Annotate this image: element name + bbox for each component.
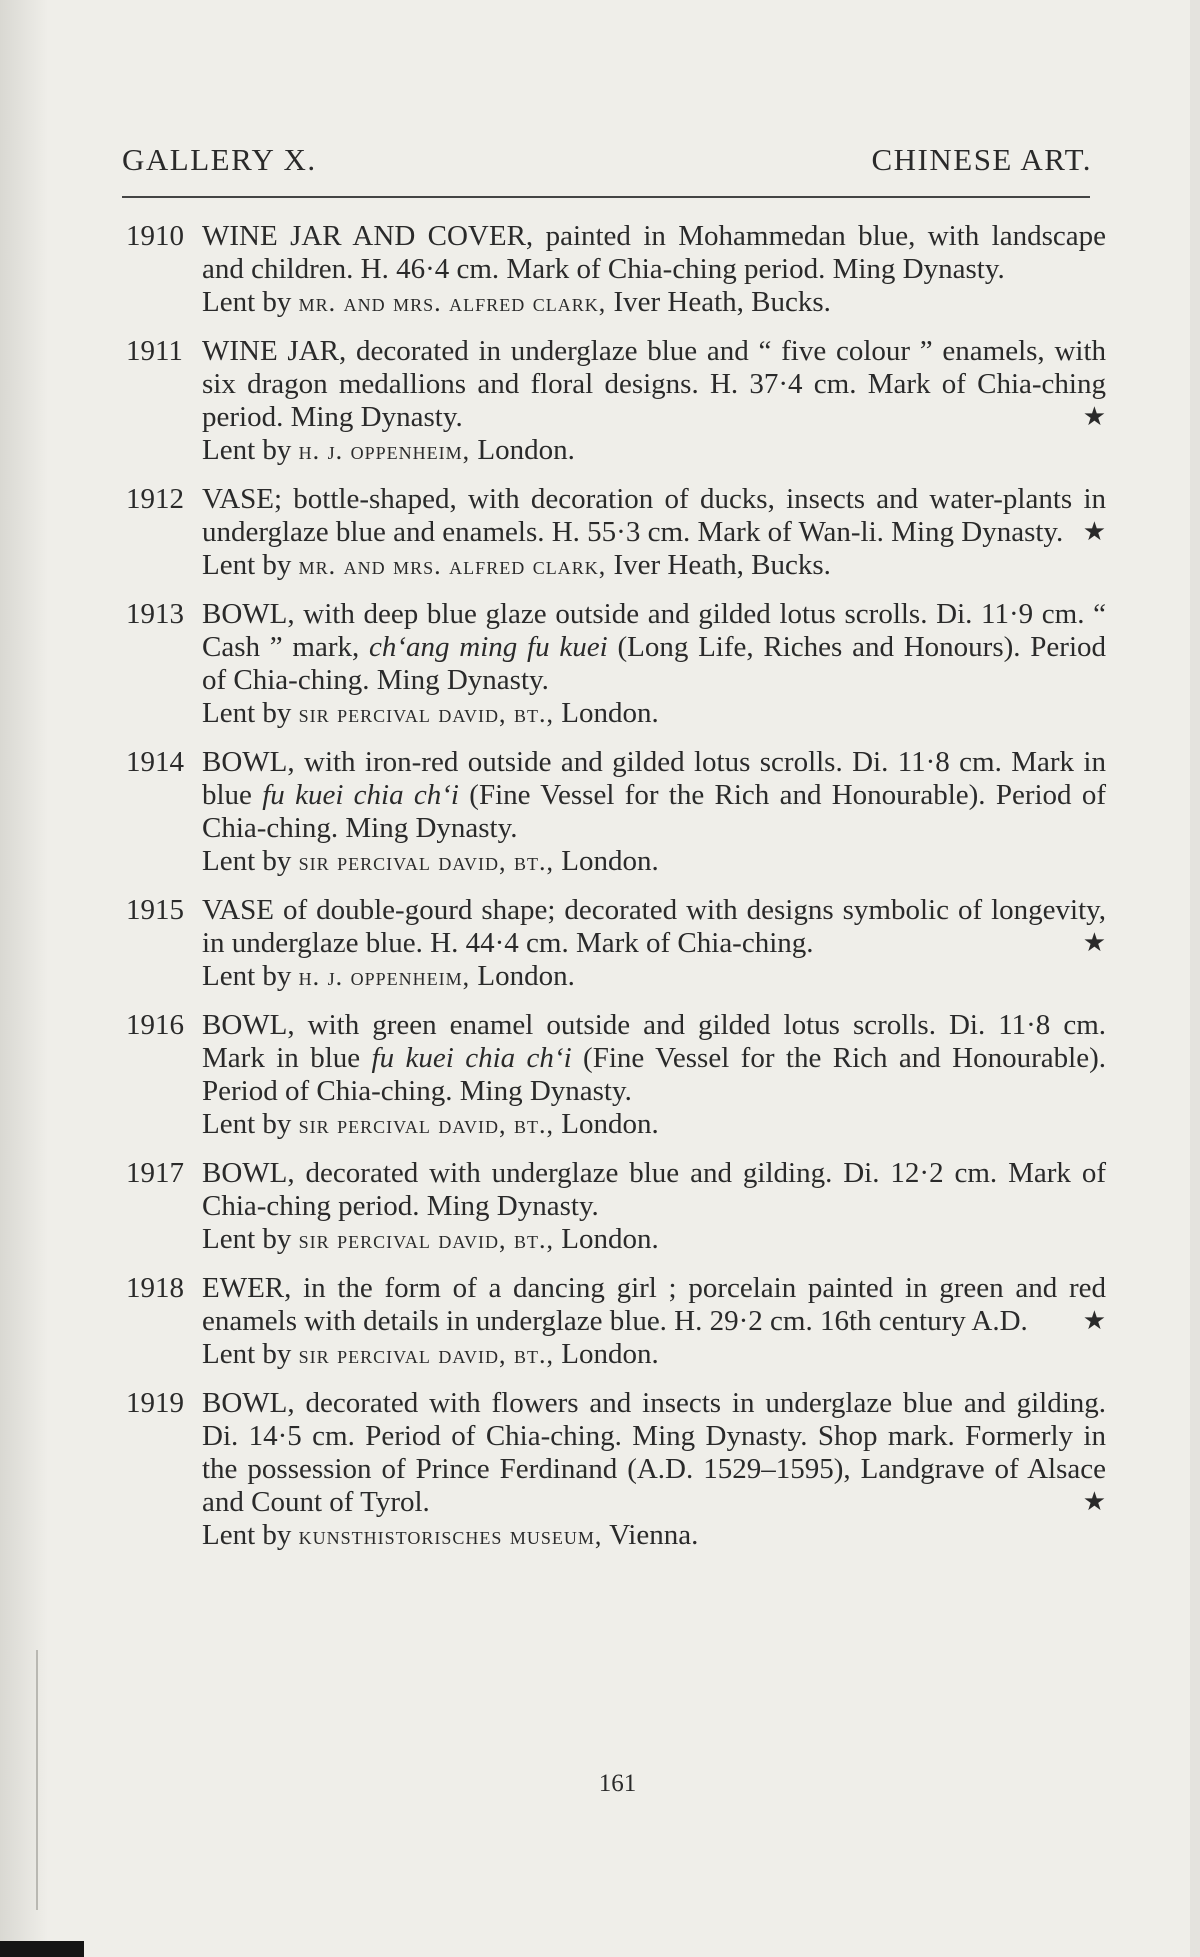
lent-by-label: Lent by xyxy=(202,1223,292,1255)
entry-number: 1914 xyxy=(126,746,184,778)
entry-number: 1911 xyxy=(126,335,183,367)
lender-name: kunsthistorisches museum, xyxy=(298,1521,603,1550)
entry-description: WINE JAR, decorated in underglaze blue and “ five colour ” enamels, with six dragon medallions and floral designs. H. 37·4 cm. Mark of Chia-ching period. Ming Dynasty. xyxy=(202,335,1106,433)
lender-location: Iver Heath, Bucks. xyxy=(613,286,831,318)
lender-line xyxy=(202,845,1106,878)
lender-line xyxy=(202,1108,1106,1141)
catalogue-entry xyxy=(126,483,1106,582)
header-rule xyxy=(122,196,1090,198)
lender-location: London. xyxy=(561,1108,659,1140)
entry-description: EWER, in the form of a dancing girl ; porcelain painted in green and red enamels with details in underglaze blue. H. 29·2 cm. 16th century A.D. xyxy=(202,1272,1106,1337)
lender-location: Vienna. xyxy=(609,1519,699,1551)
description-text: (Fine Vessel for the Rich and Honourable). Period of Chia-ching. Ming Dynasty. xyxy=(202,779,1107,844)
star-icon: ★ xyxy=(1082,1487,1106,1517)
entry-body xyxy=(202,220,1106,319)
header-section: CHINESE ART. xyxy=(871,142,1092,177)
star-icon: ★ xyxy=(1082,402,1106,432)
entry-body xyxy=(202,894,1106,993)
lender-name: sir percival david, bt., xyxy=(298,699,555,728)
entry-body xyxy=(202,483,1106,582)
chinese-inscription: fu kuei chia ch‘i xyxy=(262,779,459,811)
lender-name: sir percival david, bt., xyxy=(298,1110,555,1139)
lender-name: h. j. oppenheim, xyxy=(298,436,471,465)
entry-body xyxy=(202,598,1106,730)
entry-description: BOWL, decorated with flowers and insects in underglaze blue and gilding. Di. 14·5 cm. Period of Chia-ching. Ming Dynasty. Shop mark. Formerly in the possession of Prince Ferdinand (A.D. 1529–1595), Landgrave of Alsace and Count of Tyrol. xyxy=(202,1387,1106,1518)
lender-line xyxy=(202,1338,1106,1371)
entry-body xyxy=(202,1009,1106,1141)
lender-line xyxy=(202,1223,1106,1256)
lent-by-label: Lent by xyxy=(202,1338,292,1370)
chinese-inscription: ch‘ang ming fu kuei xyxy=(369,631,608,663)
spine-shadow xyxy=(0,0,48,1957)
catalogue-entry xyxy=(126,746,1106,878)
description-text: BOWL, with iron-red outside and gilded lotus scrolls. Di. 11·8 cm. Mark in blue xyxy=(202,746,1106,811)
catalogue-entry xyxy=(126,1009,1106,1141)
entry-number: 1910 xyxy=(126,220,184,252)
entry-body xyxy=(202,1157,1106,1256)
entry-number: 1919 xyxy=(126,1387,184,1419)
lender-name: mr. and mrs. alfred clark, xyxy=(298,551,607,580)
entry-description: BOWL, decorated with underglaze blue and gilding. Di. 12·2 cm. Mark of Chia-ching period. Ming Dynasty. xyxy=(202,1157,1106,1222)
lent-by-label: Lent by xyxy=(202,434,292,466)
lender-location: London. xyxy=(561,697,659,729)
catalogue-entry xyxy=(126,335,1106,467)
lender-line xyxy=(202,286,1106,319)
description-text: (Fine Vessel for the Rich and Honourable). Period of Chia-ching. Ming Dynasty. xyxy=(202,1042,1106,1107)
lender-line xyxy=(202,960,1106,993)
lent-by-label: Lent by xyxy=(202,960,292,992)
running-header xyxy=(122,142,1092,178)
catalogue-entry xyxy=(126,1387,1106,1552)
entry-number: 1918 xyxy=(126,1272,184,1304)
entry-body xyxy=(202,1387,1106,1552)
lender-name: sir percival david, bt., xyxy=(298,847,555,876)
lent-by-label: Lent by xyxy=(202,845,292,877)
lent-by-label: Lent by xyxy=(202,1519,292,1551)
entry-number: 1917 xyxy=(126,1157,184,1189)
lent-by-label: Lent by xyxy=(202,286,292,318)
star-icon: ★ xyxy=(1082,1306,1106,1336)
entry-number: 1912 xyxy=(126,483,184,515)
entry-body xyxy=(202,335,1106,467)
lender-location: Iver Heath, Bucks. xyxy=(613,549,831,581)
entry-description: WINE JAR AND COVER, painted in Mohammedan blue, with landscape and children. H. 46·4 cm. Mark of Chia-ching period. Ming Dynasty. xyxy=(202,220,1106,285)
entry-body xyxy=(202,1272,1106,1371)
entry-description xyxy=(202,598,1106,696)
header-gallery: GALLERY X. xyxy=(122,142,317,177)
lender-location: London. xyxy=(561,1223,659,1255)
entry-description xyxy=(202,1009,1106,1107)
lender-line xyxy=(202,434,1106,467)
entry-description: VASE of double-gourd shape; decorated with designs symbolic of longevity, in underglaze blue. H. 44·4 cm. Mark of Chia-ching. xyxy=(202,894,1106,959)
page-number: 161 xyxy=(598,1770,637,1797)
scan-corner xyxy=(0,1941,84,1957)
lent-by-label: Lent by xyxy=(202,697,292,729)
entry-number: 1913 xyxy=(126,598,184,630)
entry-description xyxy=(202,746,1106,844)
lender-location: London. xyxy=(477,960,575,992)
lender-line xyxy=(202,549,1106,582)
lender-location: London. xyxy=(477,434,575,466)
catalogue-entries xyxy=(126,220,1106,1568)
lender-name: sir percival david, bt., xyxy=(298,1340,555,1369)
catalogue-entry xyxy=(126,894,1106,993)
star-icon: ★ xyxy=(1082,928,1106,958)
lender-location: London. xyxy=(561,845,659,877)
lender-line xyxy=(202,1519,1106,1552)
entry-body xyxy=(202,746,1106,878)
entry-description: VASE; bottle-shaped, with decoration of ducks, insects and water-plants in underglaze blue and enamels. H. 55·3 cm. Mark of Wan-li. Ming Dynasty. xyxy=(202,483,1106,548)
description-text: BOWL, with deep blue glaze outside and gilded lotus scrolls. Di. 11·9 cm. “ Cash ” mark, xyxy=(202,598,1106,663)
lender-name: h. j. oppenheim, xyxy=(298,962,471,991)
lender-location: London. xyxy=(561,1338,659,1370)
catalogue-entry xyxy=(126,220,1106,319)
lent-by-label: Lent by xyxy=(202,1108,292,1140)
lender-name: mr. and mrs. alfred clark, xyxy=(298,288,607,317)
description-text: BOWL, with green enamel outside and gilded lotus scrolls. Di. 11·8 cm. Mark in blue xyxy=(202,1009,1106,1074)
chinese-inscription: fu kuei chia ch‘i xyxy=(371,1042,572,1074)
catalogue-entry xyxy=(126,1157,1106,1256)
description-text: (Long Life, Riches and Honours). Period of Chia-ching. Ming Dynasty. xyxy=(202,631,1106,696)
lent-by-label: Lent by xyxy=(202,549,292,581)
star-icon: ★ xyxy=(1082,517,1106,547)
entry-number: 1916 xyxy=(126,1009,184,1041)
lender-name: sir percival david, bt., xyxy=(298,1225,555,1254)
catalogue-entry xyxy=(126,598,1106,730)
lender-line xyxy=(202,697,1106,730)
catalogue-entry xyxy=(126,1272,1106,1371)
page-edge xyxy=(1190,0,1200,1957)
entry-number: 1915 xyxy=(126,894,184,926)
